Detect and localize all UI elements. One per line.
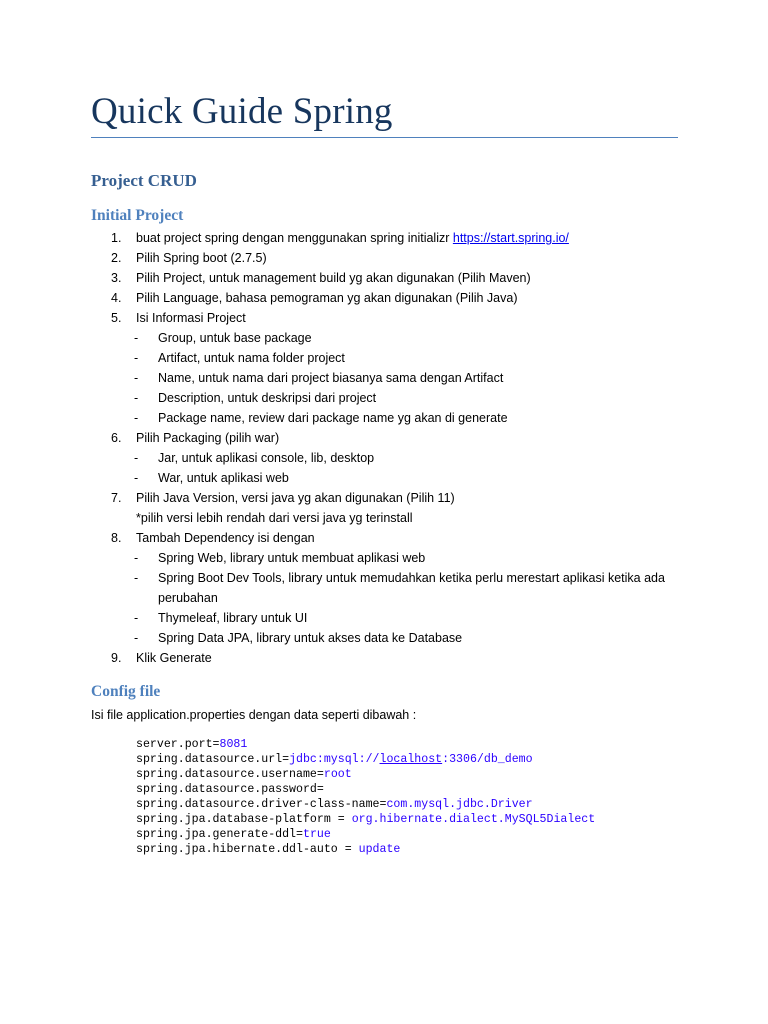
step-3: Pilih Project, untuk management build yg akan digunakan (Pilih Maven) [136,271,531,285]
sub-item: Spring Web, library untuk membuat aplikasi web [158,551,426,565]
code-key: spring.jpa.hibernate.ddl-auto = [136,843,359,856]
code-key: spring.datasource.url= [136,753,290,766]
code-line [136,842,400,857]
bullet-dash: - [134,391,139,405]
step-4: Pilih Language, bahasa pemograman yg akan digunakan (Pilih Java) [136,291,518,305]
step-7-note: *pilih versi lebih rendah dari versi java yg terinstall [136,511,413,525]
code-value: 8081 [219,738,248,751]
code-key: spring.jpa.database-platform = [136,813,352,826]
bullet-dash: - [134,451,139,465]
bullet-dash: - [134,611,139,625]
step-6: Pilih Packaging (pilih war) [136,431,280,445]
code-value: root [323,768,352,781]
subheading-config-file: Config file [91,683,161,700]
subheading-initial-project: Initial Project [91,207,184,224]
config-intro: Isi file application.properties dengan data seperti dibawah : [91,708,417,722]
bullet-dash: - [134,551,139,565]
sub-item: Spring Boot Dev Tools, library untuk memudahkan ketika perlu merestart aplikasi ketika ada [158,571,665,585]
code-value: org.hibernate.dialect.MySQL5Dialect [351,813,596,826]
code-line [136,752,533,767]
bullet-dash: - [134,331,139,345]
sub-item: Thymeleaf, library untuk UI [158,611,308,625]
code-key: spring.datasource.password= [136,783,324,796]
bullet-dash: - [134,471,139,485]
step-number: 6. [111,431,122,445]
code-value: com.mysql.jdbc.Driver [386,798,533,811]
bullet-dash: - [134,371,139,385]
sub-item: Description, untuk deskripsi dari project [158,391,377,405]
step-number: 3. [111,271,122,285]
sub-item: Package name, review dari package name yg akan di generate [158,411,508,425]
code-key: server.port= [136,738,220,751]
code-value: jdbc:mysql:// [289,753,380,766]
bullet-dash: - [134,571,139,585]
sub-item: Name, untuk nama dari project biasanya sama dengan Artifact [158,371,504,385]
sub-item: Spring Data JPA, library untuk akses data ke Database [158,631,463,645]
step-8: Tambah Dependency isi dengan [136,531,315,545]
code-line [136,737,247,752]
step-number: 1. [111,231,122,245]
step-9: Klik Generate [136,651,212,665]
step-text: buat project spring dengan menggunakan spring initializr [136,231,453,245]
sub-item: War, untuk aplikasi web [158,471,289,485]
step-number: 9. [111,651,122,665]
code-key: spring.datasource.username= [136,768,324,781]
code-line [136,827,331,842]
sub-item: Jar, untuk aplikasi console, lib, desktop [158,451,375,465]
step-number: 4. [111,291,122,305]
sub-item: Artifact, untuk nama folder project [158,351,345,365]
step-number: 2. [111,251,122,265]
code-value: update [358,843,401,856]
page-title: Quick Guide Spring [91,91,393,132]
code-key: spring.datasource.driver-class-name= [136,798,387,811]
bullet-dash: - [134,631,139,645]
sub-item-continuation: perubahan [158,591,218,605]
code-line [136,797,533,812]
title-underline [91,137,678,138]
sub-item: Group, untuk base package [158,331,312,345]
code-line [136,782,324,797]
step-1 [136,230,569,246]
code-line [136,812,595,827]
code-value: :3306/db_demo [442,753,533,766]
step-number: 8. [111,531,122,545]
step-2: Pilih Spring boot (2.7.5) [136,251,267,265]
step-number: 5. [111,311,122,325]
localhost-link[interactable]: localhost [379,753,443,766]
step-number: 7. [111,491,122,505]
section-heading-project-crud: Project CRUD [91,171,197,190]
code-value: true [302,828,331,841]
bullet-dash: - [134,351,139,365]
step-7: Pilih Java Version, versi java yg akan digunakan (Pilih 11) [136,491,455,505]
code-key: spring.jpa.generate-ddl= [136,828,303,841]
step-5: Isi Informasi Project [136,311,246,325]
code-line [136,767,352,782]
spring-initializr-link[interactable]: https://start.spring.io/ [452,231,569,245]
bullet-dash: - [134,411,139,425]
